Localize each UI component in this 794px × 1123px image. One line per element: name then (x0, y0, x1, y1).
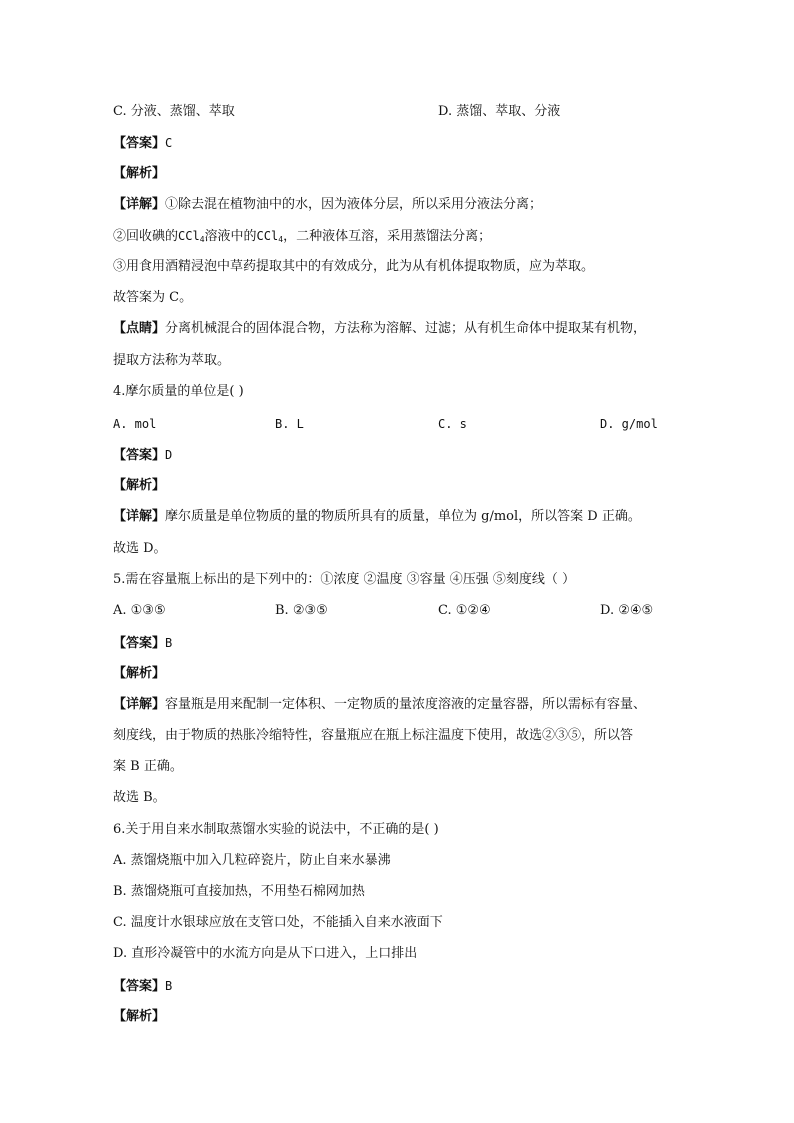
q5-option-c: C. ①②④ (438, 603, 491, 618)
q5-answer (113, 634, 172, 653)
answer-value: C (165, 136, 173, 150)
detail-text: ，二种液体互溶，采用蒸馏法分离； (283, 229, 492, 244)
q6-analysis-tag: 【解析】 (113, 1009, 166, 1024)
q5-conclusion: 故选 B。 (113, 790, 166, 805)
q3-answer (113, 134, 172, 153)
q4-analysis-tag: 【解析】 (113, 478, 166, 493)
detail-tag: 【详解】 (113, 197, 166, 212)
q4-question: 4.摩尔质量的单位是( ) (113, 384, 244, 399)
q5-question: 5.需在容量瓶上标出的是下列中的：①浓度 ②温度 ③容量 ④压强 ⑤刻度线（ ） (113, 572, 576, 587)
q6-option-d: D. 直形冷凝管中的水流方向是从下口进入，上口排出 (113, 946, 418, 961)
q5-option-b: B. ②③⑤ (275, 603, 328, 618)
q3-detail-3: ③用食用酒精浸泡中草药提取其中的有效成分，此为从有机体提取物质，应为萃取。 (113, 259, 595, 274)
q3-point-1 (113, 320, 646, 338)
q6-option-c: C. 温度计水银球应放在支管口处，不能插入自来水液面下 (113, 915, 443, 930)
q6-answer (113, 977, 172, 996)
detail-text: 溶液中的 (204, 229, 257, 244)
q4-answer (113, 446, 172, 465)
formula-ccl4: CCl$_4$ (256, 229, 284, 244)
detail-tag: 【详解】 (113, 697, 166, 712)
q5-option-a: A. ①③⑤ (113, 603, 166, 618)
answer-tag: 【答案】 (113, 979, 166, 994)
q3-option-d: D. 蒸馏、萃取、分液 (438, 104, 561, 119)
detail-tag: 【详解】 (113, 509, 166, 524)
q4-option-d: D. g/mol (600, 417, 658, 431)
q5-option-d: D. ②④⑤ (600, 603, 654, 618)
q6-option-a: A. 蒸馏烧瓶中加入几粒碎瓷片，防止自来水暴沸 (113, 853, 391, 868)
formula-ccl4: CCl$_4$ (178, 229, 205, 244)
point-tag: 【点睛】 (113, 321, 166, 336)
answer-tag: 【答案】 (113, 636, 166, 651)
q4-conclusion: 故选 D。 (113, 541, 167, 556)
detail-text: ①除去混在植物油中的水，因为液体分层，所以采用分液法分离； (165, 197, 543, 212)
detail-text: ②回收碘的 (113, 229, 179, 244)
q3-detail-1 (113, 196, 542, 214)
q5-detail-1 (113, 696, 646, 714)
q3-point-2: 提取方法称为萃取。 (113, 353, 231, 368)
detail-text: 容量瓶是用来配制一定体积、一定物质的量浓度溶液的定量容器，所以需标有容量、 (165, 697, 647, 712)
q3-detail-2 (113, 227, 491, 249)
q5-detail-2: 刻度线，由于物质的热胀冷缩特性，容量瓶应在瓶上标注温度下使用，故选②③⑤，所以答 (113, 728, 634, 743)
q3-analysis-tag: 【解析】 (113, 166, 166, 181)
answer-tag: 【答案】 (113, 136, 166, 151)
answer-tag: 【答案】 (113, 448, 166, 463)
answer-value: B (165, 979, 173, 993)
q4-detail (113, 508, 641, 526)
q3-conclusion: 故答案为 C。 (113, 290, 193, 305)
q4-option-c: C. s (438, 417, 467, 431)
q3-option-c: C. 分液、蒸馏、萃取 (113, 104, 235, 119)
q5-detail-3: 案 B 正确。 (113, 759, 183, 774)
q5-analysis-tag: 【解析】 (113, 666, 166, 681)
q4-option-b: B. L (275, 417, 304, 431)
q6-question: 6.关于用自来水制取蒸馏水实验的说法中，不正确的是( ) (113, 822, 439, 837)
q4-option-a: A. mol (113, 417, 157, 431)
q6-option-b: B. 蒸馏烧瓶可直接加热，不用垫石棉网加热 (113, 884, 365, 899)
answer-value: B (165, 636, 173, 650)
answer-value: D (165, 448, 173, 462)
point-text: 分离机械混合的固体混合物，方法称为溶解、过滤；从有机生命体中提取某有机物， (165, 321, 647, 336)
detail-text: 摩尔质量是单位物质的量的物质所具有的质量，单位为 g/mol，所以答案 D 正确。 (165, 509, 641, 524)
